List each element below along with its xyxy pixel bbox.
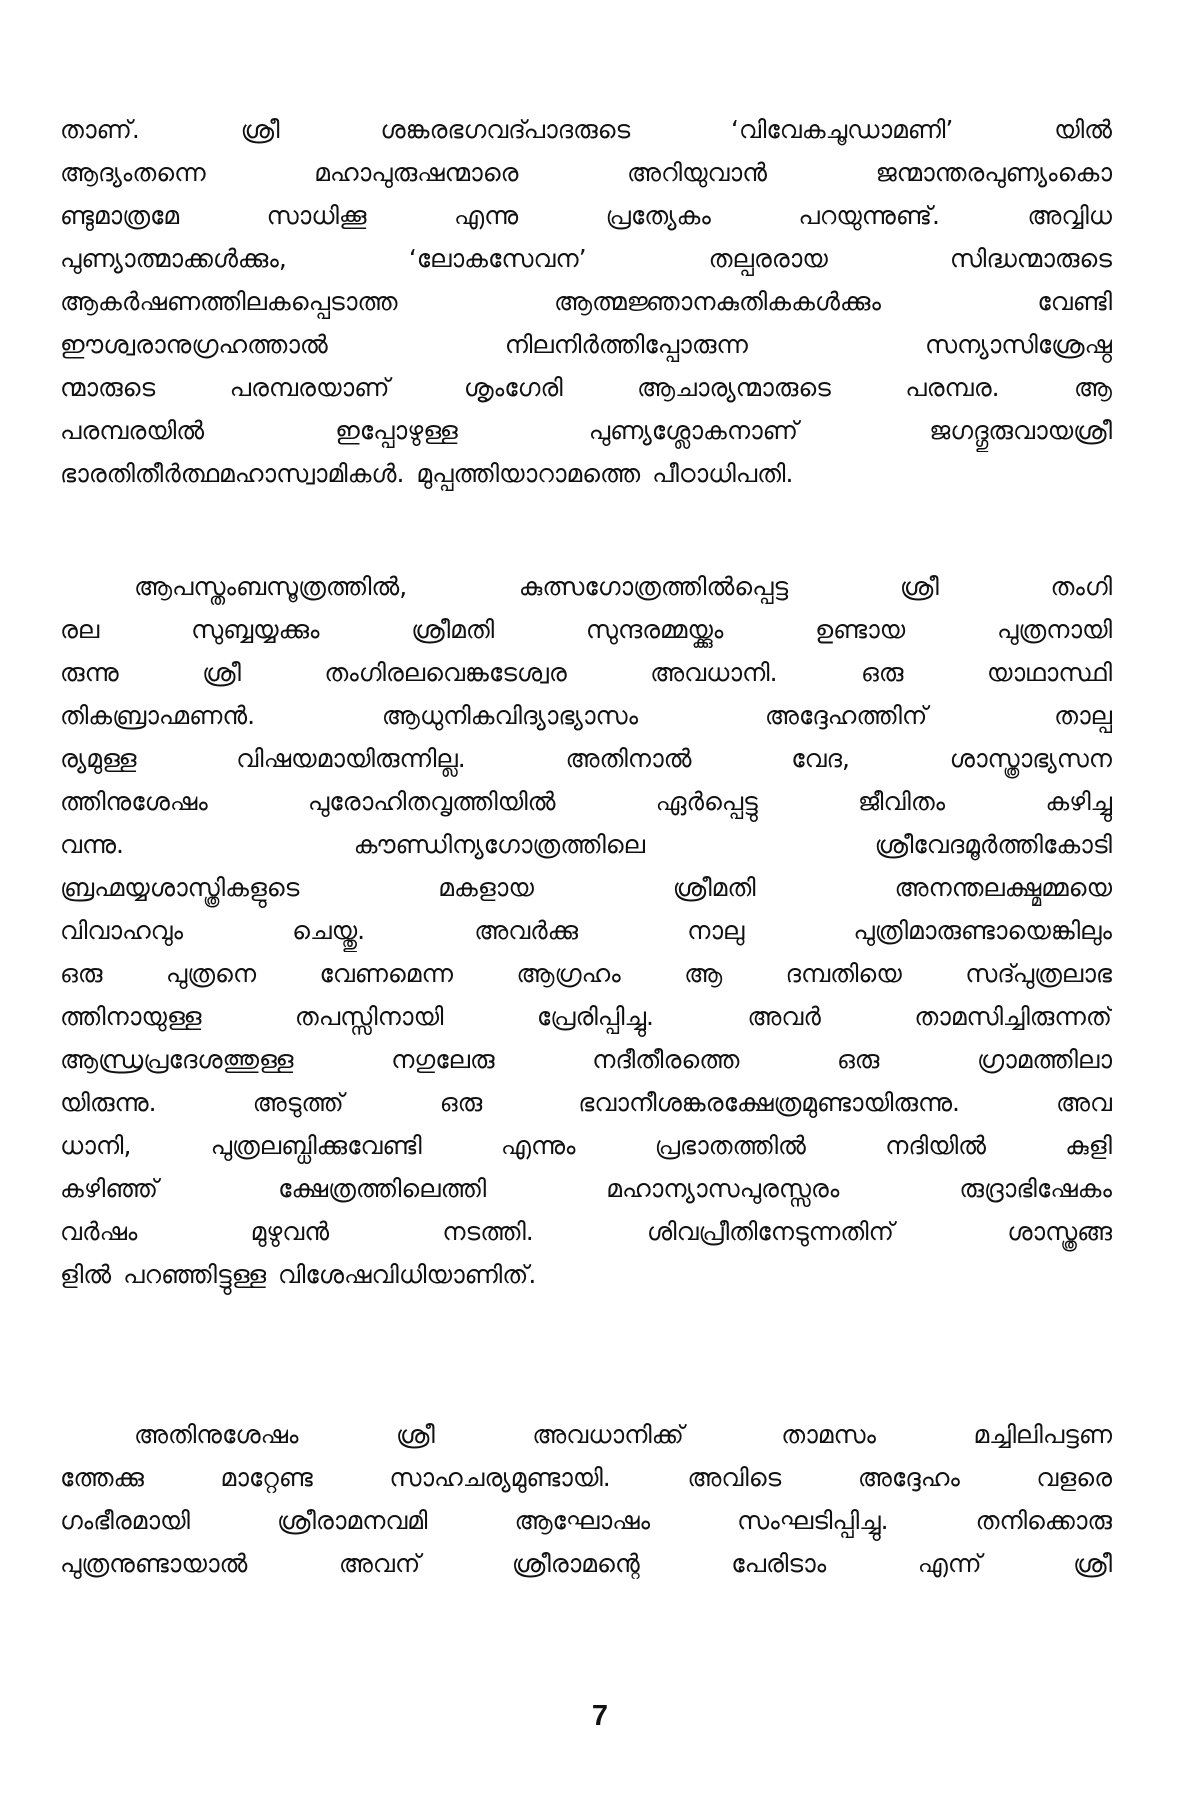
- text-line: പുണ്യാത്മാക്കൾക്കും, ‘ലോകസേവന’ തല്പരരായ സിദ്ധന്മാരുടെ: [60, 244, 1112, 273]
- text-line: ഈശ്വരാനുഗ്രഹത്താൽ നിലനിർത്തിപ്പോരുന്ന സന്യാസിശ്രേഷ്ഠ: [60, 330, 1112, 359]
- text-line: രല സുബ്ബയ്യക്കും ശ്രീമതി സുന്ദരമ്മയ്ക്കും ഉണ്ടായ പുത്രനായി: [60, 615, 1112, 644]
- text-line: ആപസ്തംബസൂത്രത്തിൽ, കുത്സഗോത്രത്തിൽപ്പെട്ട ശ്രീ തംഗി: [134, 572, 1112, 601]
- text-line: പുത്രനുണ്ടായാൽ അവന് ശ്രീരാമന്റെ പേരിടാം എന്ന് ശ്രീ: [60, 1549, 1112, 1578]
- text-line: അതിനുശേഷം ശ്രീ അവധാനിക്ക് താമസം മച്ചിലിപട്ടണ: [134, 1420, 1112, 1449]
- paragraph-3: [60, 1413, 1112, 1585]
- text-line: ധാനി, പുത്രലബ്ധിക്കുവേണ്ടി എന്നും പ്രഭാതത്തിൽ നദിയിൽ കുളി: [60, 1131, 1112, 1160]
- text-line: ഗംഭീരമായി ശ്രീരാമനവമി ആഘോഷം സംഘടിപ്പിച്ചു. തനിക്കൊരു: [60, 1506, 1112, 1535]
- text-line: ആകർഷണത്തിലകപ്പെടാത്ത ആത്മജ്ഞാനകുതികകൾക്കും വേണ്ടി: [60, 287, 1112, 316]
- text-line: ത്തിനായുള്ള തപസ്സിനായി പ്രേരിപ്പിച്ചു. അവർ താമസിച്ചിരുന്നത്: [60, 1002, 1112, 1031]
- text-line: ത്തേക്കു മാറ്റേണ്ട സാഹചര്യമുണ്ടായി. അവിടെ അദ്ദേഹം വളരെ: [60, 1463, 1112, 1492]
- text-line: ആദ്യംതന്നെ മഹാപുരുഷന്മാരെ അറിയുവാൻ ജന്മാന്തരപുണ്യംകൊ: [60, 158, 1112, 187]
- paragraph-2: [60, 565, 1112, 1296]
- text-line: ഒരു പുത്രനെ വേണമെന്ന ആഗ്രഹം ആ ദമ്പതിയെ സദ്പുത്രലാഭ: [60, 959, 1112, 988]
- text-line: ആന്ധ്രപ്രദേശത്തുള്ള നഗുലേരു നദീതീരത്തെ ഒരു ഗ്രാമത്തിലാ: [60, 1045, 1112, 1074]
- text-line: വിവാഹവും ചെയ്തു. അവർക്കു നാലു പുത്രിമാരുണ്ടായെങ്കിലും: [60, 916, 1112, 945]
- text-line: ബ്രഹ്മയ്യശാസ്ത്രികളുടെ മകളായ ശ്രീമതി അനന്തലക്ഷ്മമ്മയെ: [60, 873, 1112, 902]
- text-line: ളിൽ പറഞ്ഞിട്ടുള്ള വിശേഷവിധിയാണിത്.: [60, 1260, 537, 1289]
- text-line: താണ്. ശ്രീ ശങ്കരഭഗവദ്പാദരുടെ ‘വിവേകചൂഡാമണി’ യിൽ: [60, 115, 1112, 144]
- text-line: ത്തിനുശേഷം പുരോഹിതവൃത്തിയിൽ ഏർപ്പെട്ടു ജീവിതം കഴിച്ചു: [60, 787, 1112, 816]
- text-line: രുന്നു ശ്രീ തംഗിരലവെങ്കടേശ്വര അവധാനി. ഒരു യാഥാസ്ഥി: [60, 658, 1112, 687]
- text-line: വന്നു. കൗണ്ഡിന്യഗോത്രത്തിലെ ശ്രീവേദമൂർത്തികോടി: [60, 830, 1112, 859]
- text-line: പരമ്പരയിൽ ഇപ്പോഴുള്ള പുണ്യശ്ലോകനാണ് ജഗദ്ഗുരുവായശ്രീ: [60, 416, 1112, 445]
- page-number: 7: [591, 1700, 609, 1732]
- text-line: ണ്ടുമാത്രമേ സാധിക്കൂ എന്നു പ്രത്യേകം പറയുന്നുണ്ട്. അവ്വിധ: [60, 201, 1112, 230]
- text-line: ഭാരതിതീർത്ഥമഹാസ്വാമികൾ. മുപ്പത്തിയാറാമത്തെ പീഠാധിപതി.: [60, 459, 794, 488]
- text-line: തികബ്രാഹ്മണൻ. ആധുനികവിദ്യാഭ്യാസം അദ്ദേഹത്തിന് താല്പ: [60, 701, 1112, 730]
- text-line: കഴിഞ്ഞ് ക്ഷേത്രത്തിലെത്തി മഹാന്യാസപുരസ്സരം രുദ്രാഭിഷേകം: [60, 1174, 1112, 1203]
- paragraph-1: [60, 108, 1112, 495]
- text-line: യിരുന്നു. അടുത്ത് ഒരു ഭവാനീശങ്കരക്ഷേത്രമുണ്ടായിരുന്നു. അവ: [60, 1088, 1112, 1117]
- text-line: ര്യമുള്ള വിഷയമായിരുന്നില്ല. അതിനാൽ വേദ, ശാസ്ത്രാഭ്യസന: [60, 744, 1112, 773]
- text-line: വർഷം മുഴുവൻ നടത്തി. ശിവപ്രീതിനേടുന്നതിന് ശാസ്ത്രങ്ങ: [60, 1217, 1112, 1246]
- text-line: ന്മാരുടെ പരമ്പരയാണ് ശൃംഗേരി ആചാര്യന്മാരുടെ പരമ്പര. ആ: [60, 373, 1112, 402]
